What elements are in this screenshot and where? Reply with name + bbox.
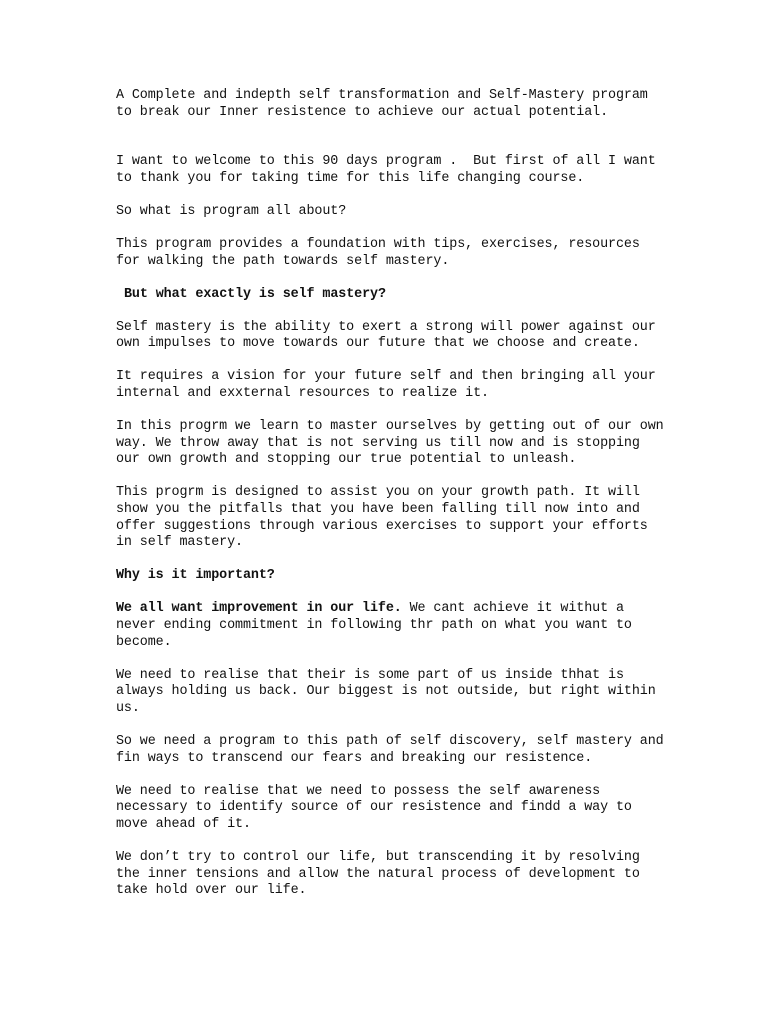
vision-paragraph: It requires a vision for your future self and then bringing all your internal and exxternal resources to realize it. bbox=[116, 369, 656, 402]
realise-paragraph-2: We need to realise that we need to possess the self awareness necessary to identify source of our resistence and findd a way to move ahead of it. bbox=[116, 783, 632, 832]
heading-self-mastery: But what exactly is self mastery? bbox=[124, 286, 386, 302]
definition-paragraph: Self mastery is the ability to exert a strong will power against our own impulses to move towards our future that we choose and create. bbox=[116, 319, 656, 352]
improvement-paragraph bbox=[116, 601, 676, 651]
control-paragraph: We don’t try to control our life, but transcending it by resolving the inner tensions and allow the natural process of development to take hold over our life. bbox=[116, 849, 640, 899]
realise-paragraph-1: We need to realise that their is some part of us inside thhat is always holding us back. Our biggest is not outside, but right within us. bbox=[116, 667, 656, 716]
heading-importance: Why is it important? bbox=[116, 568, 275, 584]
discovery-paragraph: So we need a program to this path of self discovery, self mastery and fin ways to transcend our fears and breaking our resistence. bbox=[116, 733, 664, 766]
improvement-text: We cant achieve it withut a never ending commitment in following thr path on what you want to become. bbox=[116, 601, 632, 650]
document-body bbox=[116, 88, 676, 900]
improvement-lead: We all want improvement in our life. bbox=[116, 601, 402, 617]
program-question: So what is program all about? bbox=[116, 203, 347, 219]
master-paragraph: In this progrm we learn to master ourselves by getting out of our own way. We throw away that is not serving us till now and is stopping our own growth and stopping our true potential to unleash. bbox=[116, 419, 664, 468]
foundation-paragraph: This program provides a foundation with tips, exercises, resources for walking the path towards self mastery. bbox=[116, 236, 640, 269]
assist-paragraph: This progrm is designed to assist you on your growth path. It will show you the pitfalls that you have been falling till now into and offer suggestions through various exercises to support your efforts in self mastery. bbox=[116, 485, 648, 551]
welcome-paragraph: I want to welcome to this 90 days program . But first of all I want to thank you for taking time for this life changing course. bbox=[116, 154, 656, 186]
intro-paragraph: A Complete and indepth self transformation and Self-Mastery program to break our Inner resistence to achieve our actual potential. bbox=[116, 88, 648, 120]
